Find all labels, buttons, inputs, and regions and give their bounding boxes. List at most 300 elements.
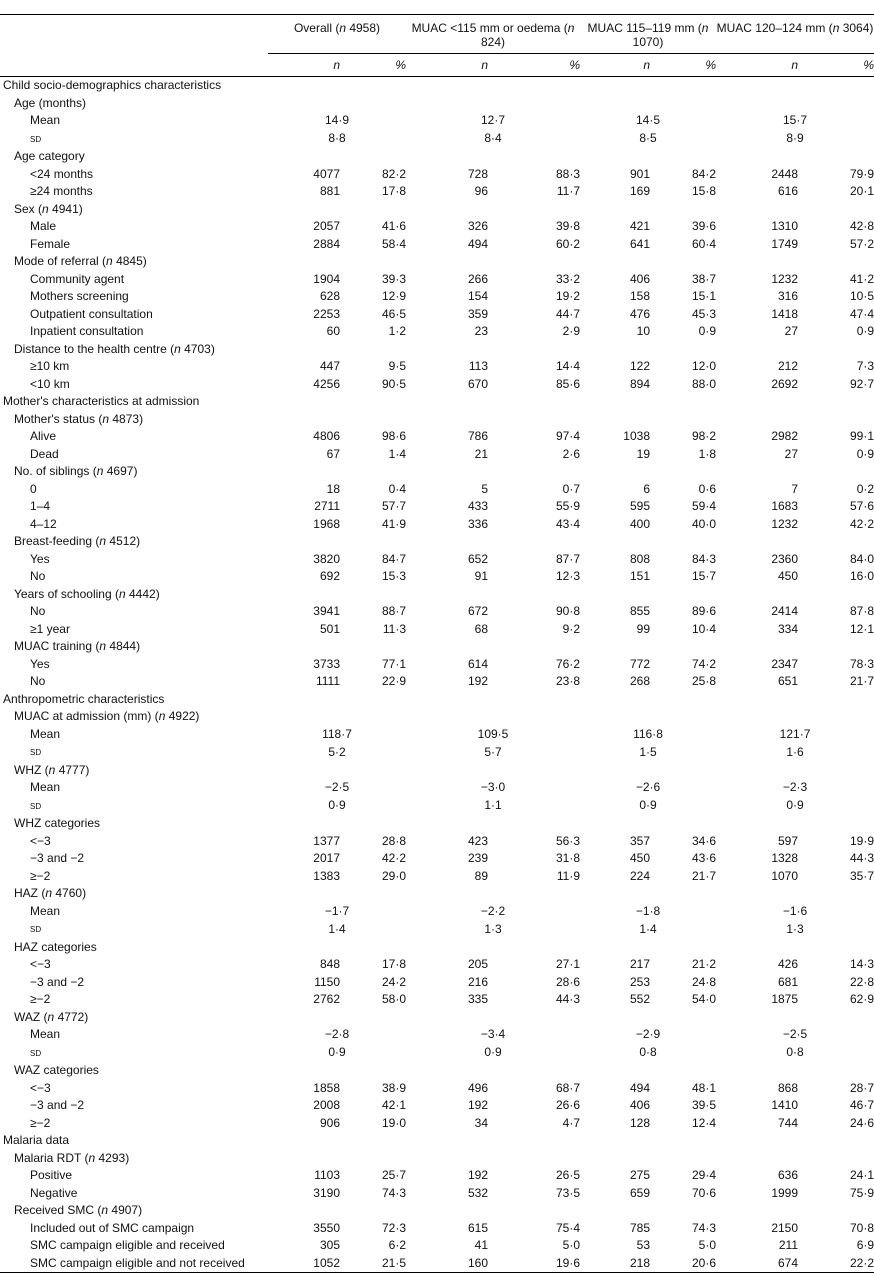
cell-empty [268,1202,340,1220]
cell-stat: 8·5 [639,131,657,145]
cell-empty [268,411,340,429]
subheading-row [0,341,874,359]
cell-pct: 77·1 [381,656,406,671]
cell-empty [798,885,874,903]
row-label-text: Breast-feeding ( [14,534,100,548]
cell-pct: 75·4 [555,1220,580,1235]
row-label-text: −3 and −2 [30,974,85,989]
table-row [0,568,874,586]
table-row [0,673,874,691]
cell-empty [580,1009,650,1027]
cell-n: 494 [467,236,488,251]
row-label [0,656,268,674]
cell-pct: 74·2 [691,656,717,671]
cell-empty [340,341,406,359]
cell-pct: 1·4 [388,446,406,461]
cell-pct: 0·9 [698,324,717,338]
cell-pct: 28·6 [555,974,580,989]
cell-n: 636 [777,1168,799,1182]
cell-empty [716,463,798,481]
cell-n: 27 [784,446,799,461]
row-label-text: 4–12 [30,516,57,531]
cell-n: 335 [467,992,488,1006]
subheading-row [0,1150,874,1168]
cell-pct: 85·6 [555,376,580,391]
cell-empty [798,253,874,271]
cell-empty [798,1202,874,1220]
cell-n: 4077 [313,166,340,181]
cell-empty [716,341,798,359]
row-label-text: No. of siblings ( [14,464,97,478]
cell-n: 1150 [314,974,340,989]
row-label-text: Alive [30,429,57,443]
cell-n: 901 [629,166,650,181]
cell-pct: 88·3 [555,166,580,181]
row-label [0,621,268,639]
row-label-text: No [30,569,46,583]
subheading-row [0,95,874,113]
table-row [0,271,874,289]
cell-empty [488,1009,580,1027]
n-symbol: n [99,639,107,653]
cell-empty [340,708,406,726]
row-label-text: Outpatient consultation [30,306,153,321]
cell-pct: 57·6 [850,499,874,513]
cell-empty [488,762,580,780]
cell-n: 681 [777,974,799,989]
table-row [0,288,874,306]
cell-pct: 12·4 [691,1115,717,1130]
row-label [0,779,268,797]
cell-pct: 14·4 [555,359,580,373]
header-group: MUAC 115–119 mm (n 1070) [580,15,716,54]
cell-pct: 89·6 [691,604,717,618]
cell-pct: 11·9 [556,868,580,883]
row-label-text: Mean [30,726,61,741]
section-row [0,1132,874,1150]
cell-empty [580,463,650,481]
cell-empty [268,885,340,903]
row-label: No. of siblings (n 4697) [14,464,138,478]
cell-n: 786 [467,429,488,443]
cell-n: 2884 [313,236,340,251]
cell-empty [488,691,580,709]
row-n-value: 4512 [109,534,137,548]
cell-n: 305 [319,1238,340,1252]
cell-empty [406,148,488,166]
cell-n: 2057 [313,219,340,233]
cell-pct: 24·6 [850,1115,874,1130]
cell-empty [580,691,650,709]
table-row [0,1167,874,1185]
row-label-text: SMC campaign eligible and received [30,1238,225,1252]
row-label [0,481,268,499]
row-label: Mother's status (n 4873) [14,411,144,426]
section-row [0,393,874,411]
row-n-value: 4772 [57,1009,85,1024]
cell-n: 494 [629,1080,650,1095]
cell-n: 1328 [771,851,799,865]
cell-pct: 70·6 [691,1185,717,1200]
cell-pct: 84·7 [381,551,406,566]
cell-empty [268,586,340,604]
cell-n: 2414 [771,604,799,618]
subheading-row [0,1062,874,1080]
cell-empty [488,1202,580,1220]
n-symbol: n [101,1203,109,1217]
subheading-row [0,533,874,551]
cell-empty [488,95,580,113]
subheading-row [0,638,874,656]
cell-n: 450 [629,851,650,865]
cell-empty [650,586,716,604]
row-n-value: 4907 [111,1203,139,1217]
cell-empty [580,1062,650,1080]
cell-empty [716,586,798,604]
cell-n: 476 [629,306,650,321]
cell-pct: 19·0 [381,1115,406,1130]
row-label-text: MUAC training ( [14,639,100,653]
cell-pct: 12·9 [381,289,406,303]
cell-n: 744 [777,1115,799,1130]
header-pct: % [395,58,406,72]
row-label [0,376,268,394]
cell-pct: 1·2 [388,324,406,338]
cell-pct: 57·2 [850,236,874,251]
cell-n: 2347 [771,656,799,671]
cell-empty [580,393,650,411]
row-label-text: ≥24 months [30,184,93,198]
row-label: MUAC training (n 4844) [14,639,141,653]
cell-n: 426 [777,957,799,971]
cell-pct: 0·7 [562,481,580,496]
table-row [0,166,874,184]
cell-empty [650,95,716,113]
cell-pct: 79·9 [850,166,874,181]
section-row [0,691,874,709]
cell-pct: 54·0 [691,992,717,1006]
cell-stat: 118·7 [322,726,352,741]
row-n-value: 4703 [184,341,211,356]
row-label: Mode of referral (n 4845) [14,254,147,268]
cell-pct: 44·3 [850,851,874,865]
row-label [0,183,268,201]
cell-pct: 43·6 [691,851,717,865]
header-group: MUAC 120–124 mm (n 3064) [716,15,874,54]
header-group: Overall (n 4958) [268,15,406,54]
row-label-text: WHZ categories [14,816,101,830]
cell-pct: 7·3 [856,359,874,373]
n-symbol: n [45,886,53,900]
subheading-row [0,885,874,903]
cell-stat: 0·9 [639,798,657,812]
cell-empty [716,939,798,957]
cell-n: 2692 [771,376,799,391]
subheading-row [0,708,874,726]
cell-n: 496 [467,1080,488,1095]
table-row [0,833,874,851]
cell-empty [488,815,580,833]
cell-n: 614 [467,656,488,671]
cell-empty [716,1202,798,1220]
cell-empty [268,939,340,957]
cell-pct: 39·3 [381,271,406,286]
cell-pct: 60·4 [691,236,717,251]
row-label: Years of schooling (n 4442) [14,586,160,601]
cell-empty [580,939,650,957]
cell-empty [798,1062,874,1080]
row-label [0,1115,268,1133]
cell-empty [798,411,874,429]
cell-stat: 1·3 [484,921,502,936]
cell-n: 501 [319,621,340,636]
cell-empty [406,201,488,219]
cell-stat: 8·4 [484,131,502,145]
cell-n: 2360 [771,551,799,566]
row-label-text: HAZ ( [14,886,46,900]
cell-pct: 42·2 [850,516,874,531]
cell-n: 1232 [771,516,799,531]
cell-empty [716,1009,798,1027]
header-blank [0,15,268,54]
cell-empty [580,1132,650,1150]
cell-stat: 1·4 [639,921,657,936]
row-label-text: Mean [30,903,61,918]
row-label-text: Inpatient consultation [30,324,144,338]
cell-empty [580,77,650,95]
cell-empty [340,95,406,113]
row-label-text: Mother's status ( [14,411,103,426]
cell-n: 160 [467,1255,488,1270]
cell-n: 192 [467,1168,488,1182]
cell-pct: 0·9 [856,446,874,461]
row-label-text: No [30,604,46,618]
cell-pct: 17·8 [381,957,406,971]
cell-empty [340,638,406,656]
row-label-text: Community agent [30,271,125,286]
cell-n: 1103 [314,1168,340,1182]
cell-pct: 12·1 [850,621,874,636]
cell-empty [798,1150,874,1168]
cell-n: 266 [467,271,488,286]
row-label-text: WAZ categories [14,1063,99,1077]
cell-pct: 0·6 [698,481,717,496]
cell-empty [716,1150,798,1168]
cell-pct: 99·1 [850,429,874,443]
cell-pct: 22·8 [850,974,874,989]
cell-stat: 1·6 [786,744,804,759]
row-label [0,743,268,762]
cell-empty [798,1132,874,1150]
table-row [0,726,874,744]
cell-empty [580,533,650,551]
cell-pct: 28·8 [381,833,406,848]
cell-empty [650,939,716,957]
cell-stat: 5·7 [484,744,502,759]
cell-n: 906 [319,1115,340,1130]
cell-empty [716,708,798,726]
cell-empty [340,253,406,271]
cell-n: 268 [629,674,650,688]
cell-empty [798,463,874,481]
cell-n: 23 [474,324,488,338]
cell-n: 1418 [771,306,799,321]
table-row [0,920,874,939]
cell-n: 4256 [313,376,340,391]
row-label-text: sd [30,799,42,812]
row-label-text: Child socio-demographics characteristics [3,78,222,92]
cell-stat: 0·8 [786,1045,804,1059]
table-row [0,551,874,569]
cell-pct: 21·7 [850,674,874,688]
cell-pct: 82·2 [381,166,406,181]
cell-n: 128 [629,1115,650,1130]
cell-pct: 57·7 [381,499,406,513]
cell-empty [488,708,580,726]
cell-pct: 74·3 [381,1185,406,1200]
row-label [0,797,268,816]
cell-empty [406,885,488,903]
cell-pct: 16·0 [850,569,874,583]
cell-pct: 72·3 [381,1220,406,1235]
cell-empty [580,148,650,166]
cell-empty [580,411,650,429]
cell-empty [406,815,488,833]
cell-n: 239 [467,851,488,865]
cell-empty [340,1009,406,1027]
row-label-text: Mean [30,113,61,127]
cell-empty [340,533,406,551]
cell-n: 1377 [313,833,340,848]
cell-stat: −2·5 [782,1027,808,1041]
cell-stat: −1·7 [324,903,350,918]
cell-stat: −3·4 [480,1027,506,1041]
table-row [0,1237,874,1255]
cell-empty [488,77,580,95]
row-label [0,1097,268,1115]
row-label-text: <24 months [30,166,94,181]
row-n-value: 4844 [109,639,137,653]
row-label [0,551,268,569]
cell-pct: 47·4 [850,306,874,321]
table-row [0,323,874,341]
cell-pct: 6·9 [856,1238,874,1252]
cell-empty [268,1132,340,1150]
cell-pct: 88·7 [381,604,406,618]
cell-stat: −1·8 [635,903,661,918]
cell-n: 674 [777,1255,799,1270]
cell-empty [488,586,580,604]
cell-empty [488,148,580,166]
cell-empty [268,393,340,411]
cell-n: 881 [319,184,340,198]
cell-empty [650,341,716,359]
cell-pct: 43·4 [555,516,580,531]
row-label-text: WHZ ( [14,762,49,777]
cell-empty [488,1150,580,1168]
table-row [0,621,874,639]
cell-stat: 1·3 [786,921,804,936]
cell-n: 1410 [771,1098,799,1112]
table-row [0,1115,874,1133]
cell-pct: 41·9 [381,516,406,531]
cell-pct: 27·1 [555,957,580,971]
row-label: WHZ (n 4777) [14,762,90,777]
cell-n: 1904 [313,271,340,286]
row-label: Breast-feeding (n 4512) [14,534,141,548]
cell-stat: −2·2 [480,903,506,918]
cell-pct: 21·2 [691,957,717,971]
cell-empty [580,95,650,113]
table-row [0,1080,874,1098]
cell-empty [650,638,716,656]
cell-n: 595 [629,499,650,513]
row-label [0,428,268,446]
cell-pct: 58·0 [381,992,406,1006]
cell-n: 2762 [313,992,340,1006]
row-label [0,95,268,113]
subheading-row [0,1009,874,1027]
subheading-row [0,815,874,833]
cell-n: 2253 [313,306,340,321]
n-symbol: n [88,1150,96,1165]
cell-pct: 68·7 [555,1080,580,1095]
cell-empty [268,253,340,271]
section-row [0,77,874,95]
row-label-text: sd [30,746,42,758]
cell-pct: 29·0 [381,868,406,883]
cell-n: 334 [777,621,799,636]
cell-empty [488,1132,580,1150]
cell-empty [716,411,798,429]
row-n-value: 4442 [128,586,156,601]
table-row [0,991,874,1009]
cell-n: 89 [474,868,488,883]
n-symbol: n [48,762,56,777]
cell-pct: 40·0 [691,516,717,531]
cell-pct: 11·7 [556,184,580,198]
n-symbol: n [118,586,126,601]
row-label-text: Dead [30,446,59,461]
row-label-text: Yes [30,551,50,566]
cell-n: 7 [791,481,799,496]
cell-empty [716,533,798,551]
cell-n: 672 [467,604,488,618]
cell-stat: −2·8 [324,1027,350,1041]
table-row [0,743,874,762]
row-label [0,130,268,149]
cell-n: 113 [468,359,488,373]
table-row [0,130,874,149]
n-symbol: n [42,201,49,216]
row-label [0,939,268,957]
cell-n: 3550 [313,1220,340,1235]
row-label [0,236,268,254]
cell-n: 728 [467,166,488,181]
cell-pct: 24·1 [850,1168,874,1182]
row-label-text: −3 and −2 [30,851,85,865]
cell-empty [488,1062,580,1080]
table-row [0,218,874,236]
cell-empty [716,95,798,113]
table-header [0,15,874,77]
cell-n: 3820 [313,551,340,566]
cell-pct: 2·9 [562,324,580,338]
cell-empty [268,1150,340,1168]
row-n-value: 4873 [112,411,140,426]
cell-n: 326 [467,219,488,233]
cell-n: 316 [777,289,799,303]
